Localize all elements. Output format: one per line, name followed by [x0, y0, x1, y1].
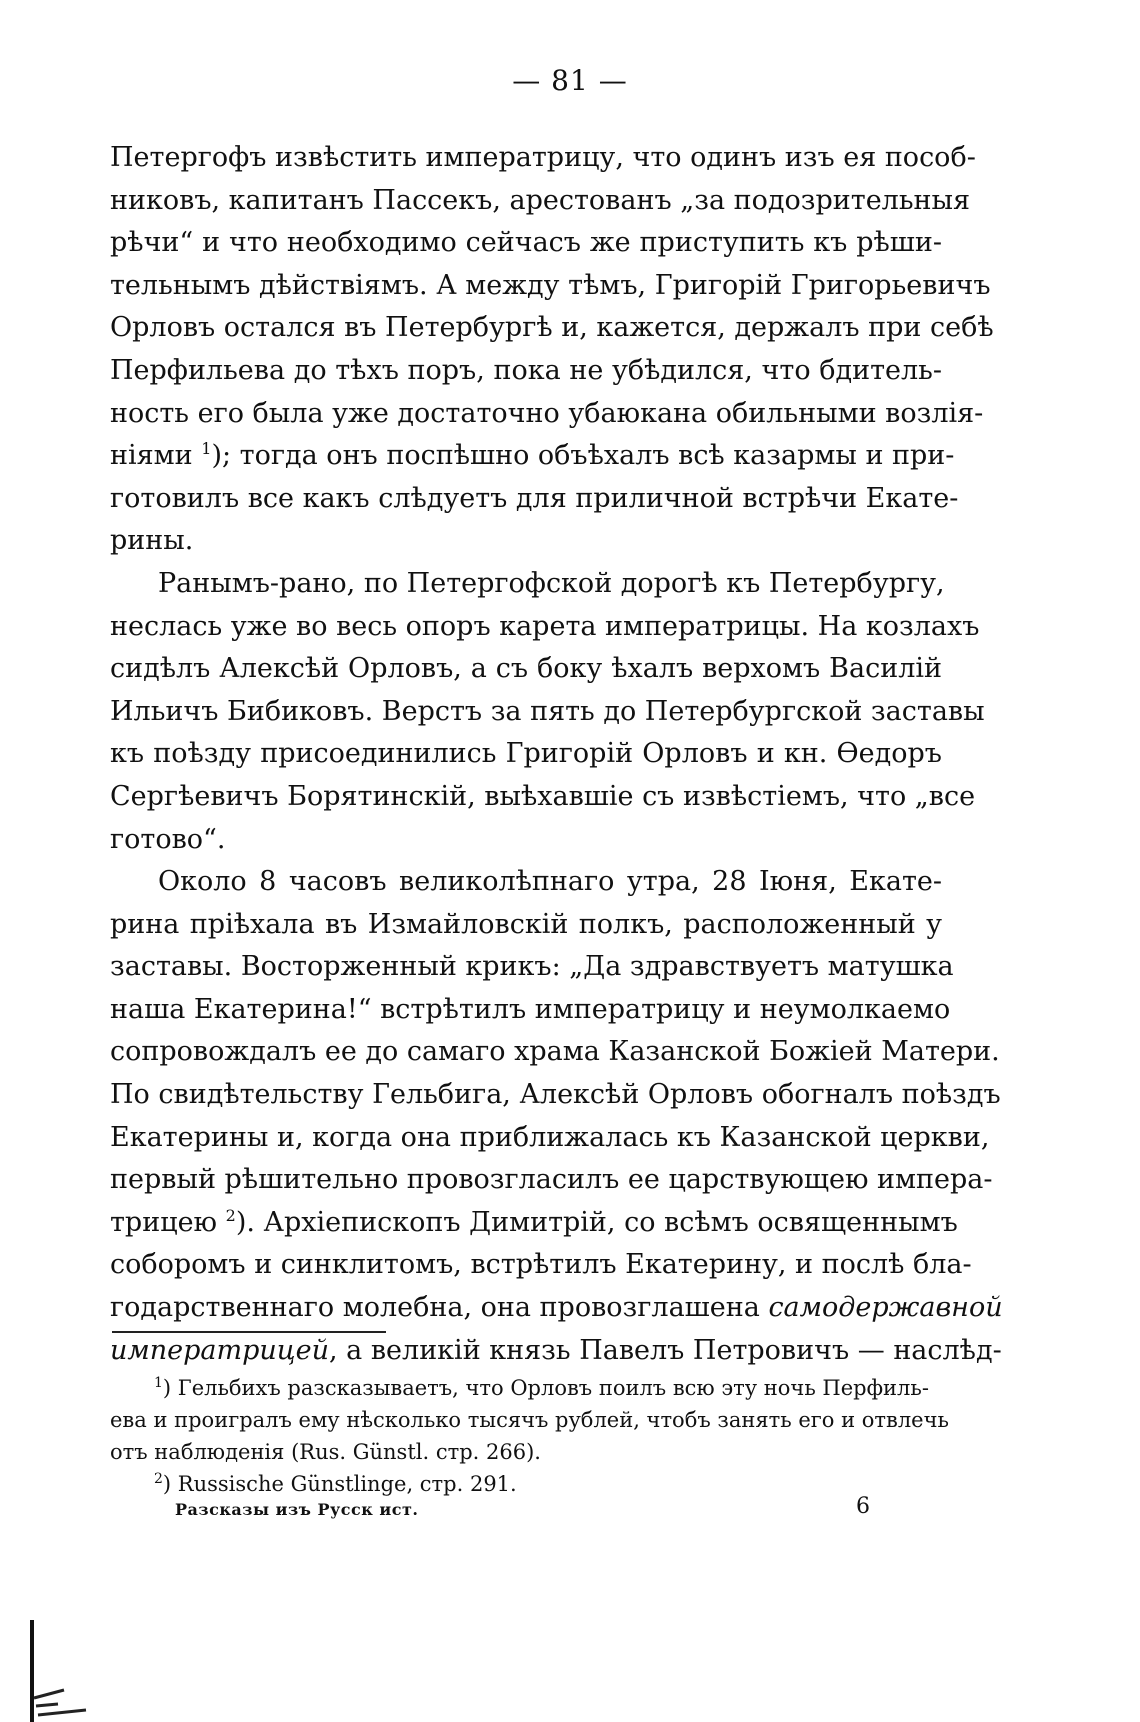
- text-line: къ поѣзду присоединились Григорій Орловъ и кн. Ѳедоръ: [110, 738, 942, 770]
- main-text: [110, 137, 1003, 1372]
- text-line: Екатерины и, когда она приближалась къ Казанской церкви,: [110, 1121, 990, 1153]
- footnote-2-line: $^2$) Russische Günstlinge, стр. 291.: [154, 1471, 517, 1496]
- text-line: сидѣлъ Алексѣй Орловъ, а съ боку ѣхалъ верхомъ Василій: [110, 653, 942, 685]
- text-line: Ранымъ-рано, по Петергофской дорогѣ къ Петербургу,: [158, 567, 945, 599]
- text-line: рина пріѣхала въ Измайловскій полкъ, расположенный у: [110, 908, 942, 940]
- page-number: — 81 —: [512, 64, 628, 97]
- text-line-with-italic: [110, 1287, 1003, 1330]
- footnote-marker-2: 2: [154, 1471, 163, 1487]
- text-fragment: ); тогда онъ поспѣшно объѣхалъ всѣ казармы и при-: [211, 440, 955, 472]
- footnote-1-line: $^1$) Гельбихъ разсказываетъ, что Орловъ поилъ всю эту ночь Перфиль-: [154, 1375, 929, 1400]
- text-line: неслась уже во весь опоръ карета императрицы. На козлахъ: [110, 610, 980, 642]
- text-line: заставы. Восторженный крикъ: „Да здравствуетъ матушка: [110, 951, 954, 983]
- footnote-marker-1: 1: [154, 1375, 163, 1391]
- footnote-1-line: ева и проигралъ ему нѣсколько тысячъ рублей, чтобъ занять его и отвлечь: [110, 1408, 949, 1432]
- text-line: никовъ, капитанъ Пассекъ, арестованъ „за подозрительныя: [110, 184, 971, 216]
- signature-number: 6: [856, 1494, 870, 1519]
- italic-emphasis: императрицей: [110, 1334, 330, 1366]
- text-line: Перфильева до тѣхъ поръ, пока не убѣдился, что бдитель-: [110, 354, 942, 386]
- text-line: готовилъ все какъ слѣдуетъ для приличной встрѣчи Екате-: [110, 482, 959, 514]
- text-line: По свидѣтельству Гельбига, Алексѣй Орловъ обогналъ поѣздъ: [110, 1079, 1001, 1111]
- scan-artifact-icon: [24, 1620, 104, 1722]
- text-line: ность его была уже достаточно убаюкана обильными возлія-: [110, 397, 984, 429]
- italic-emphasis: самодержавной: [768, 1292, 1003, 1324]
- text-line: тельнымъ дѣйствіямъ. А между тѣмъ, Григорій Григорьевичъ: [110, 269, 991, 301]
- text-fragment: , а великій князь Павелъ Петровичъ — наслѣд-: [329, 1334, 1002, 1366]
- text-fragment: трицею: [110, 1206, 218, 1238]
- text-line: Петергофъ извѣстить императрицу, что одинъ изъ ея пособ-: [110, 142, 976, 173]
- text-line-with-footnote-ref: [110, 435, 955, 478]
- footnote-divider: [112, 1331, 386, 1333]
- footnote-text: Russische Günstlinge, стр. 291.: [177, 1472, 517, 1496]
- text-line: Ильичъ Бибиковъ. Верстъ за пять до Петербургской заставы: [110, 695, 985, 727]
- text-line: первый рѣшительно провозгласилъ ее царствующею импера-: [110, 1164, 993, 1196]
- text-fragment: ніями: [110, 440, 193, 472]
- footnotes: [110, 1372, 949, 1500]
- text-line: рѣчи“ и что необходимо сейчасъ же приступить къ рѣши-: [110, 227, 942, 259]
- text-line: соборомъ и синклитомъ, встрѣтилъ Екатерину, и послѣ бла-: [110, 1249, 972, 1281]
- text-line: сопровождалъ ее до самаго храма Казанской Божіей Матери.: [110, 1036, 1000, 1068]
- text-line: наша Екатерина!“ встрѣтилъ императрицу и неумолкаемо: [110, 993, 951, 1025]
- footnote-ref-1: 1: [201, 439, 212, 459]
- text-fragment: ). Архіепископъ Димитрій, со всѣмъ освященнымъ: [235, 1206, 958, 1238]
- footnote-text: Гельбихъ разсказываетъ, что Орловъ поилъ всю эту ночь Перфиль-: [177, 1376, 929, 1400]
- text-line: Около 8 часовъ великолѣпнаго утра, 28 Іюня, Екате-: [158, 866, 942, 898]
- text-line: Сергѣевичъ Борятинскій, выѣхавшіе съ извѣстіемъ, что „все: [110, 780, 976, 812]
- text-fragment: годарственнаго молебна, она провозглашена: [110, 1292, 760, 1324]
- printer-signature: Разсказы изъ Русск ист.: [175, 1500, 419, 1519]
- footnote-ref-2: 2: [225, 1205, 236, 1225]
- text-line: Орловъ остался въ Петербургѣ и, кажется, держалъ при себѣ: [110, 312, 994, 344]
- footnote-1-line: отъ наблюденія (Rus. Günstl. стр. 266).: [110, 1440, 541, 1464]
- text-line: рины.: [110, 525, 194, 557]
- text-line-with-footnote-ref: [110, 1202, 958, 1245]
- text-line: готово“.: [110, 823, 226, 855]
- text-line-with-italic: [110, 1330, 1002, 1373]
